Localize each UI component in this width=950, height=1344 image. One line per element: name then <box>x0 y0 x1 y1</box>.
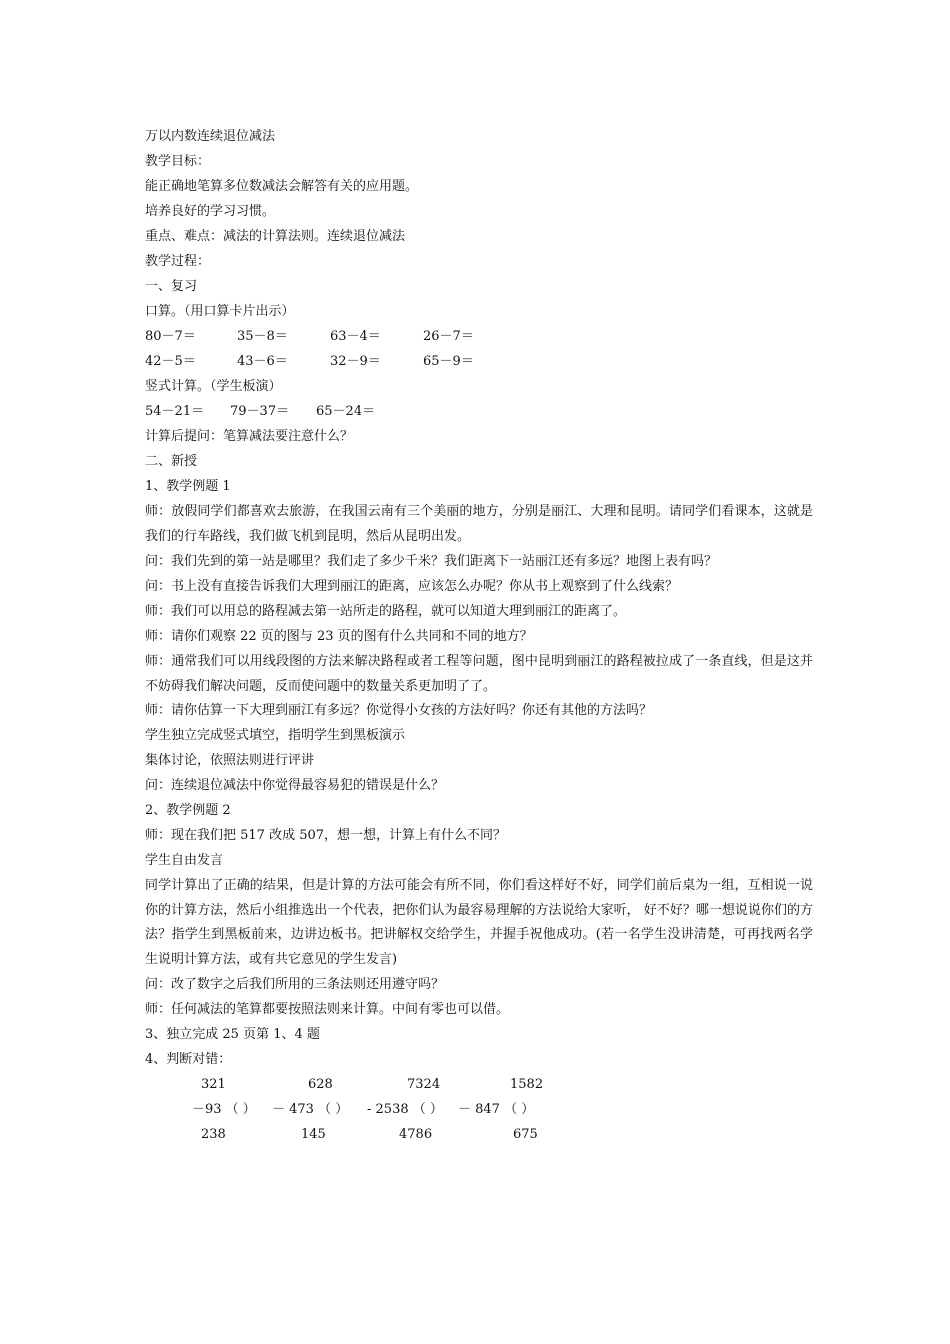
text-line: 师：现在我们把 517 改成 507，想一想，计算上有什么不同？ <box>145 828 507 843</box>
judge-result: 238 <box>201 1127 226 1142</box>
subsection-heading: 1、教学例题 1 <box>145 479 231 494</box>
judge-result: 145 <box>301 1127 326 1142</box>
subsection-heading: 3、独立完成 25 页第 1、4 题 <box>145 1027 320 1042</box>
text-line: 教学目标： <box>145 154 211 169</box>
text-line: 学生自由发言 <box>145 853 224 868</box>
oral-problem: 63－4＝ <box>330 329 381 344</box>
judge-subtrahend: － 473 （ ） <box>272 1102 349 1117</box>
subsection-heading: 2、教学例题 2 <box>145 803 231 818</box>
oral-problem: 42－5＝ <box>145 354 196 369</box>
judge-subtrahend: －93 （ ） <box>192 1102 256 1117</box>
text-line: 问：连续退位减法中你觉得最容易犯的错误是什么？ <box>145 778 445 793</box>
judge-minuend: 321 <box>201 1077 226 1092</box>
judge-result: 675 <box>513 1127 538 1142</box>
text-line: 问：我们先到的第一站是哪里？我们走了多少千米？我们距离下一站丽江还有多远？地图上表有吗？ <box>145 554 718 569</box>
judge-subtrahend: - 2538 （ ） <box>367 1102 443 1117</box>
text-line: 问：改了数字之后我们所用的三条法则还用遵守吗？ <box>145 977 445 992</box>
text-line: 师：任何减法的笔算都要按照法则来计算。中间有零也可以借。 <box>145 1002 510 1017</box>
text-line: 竖式计算。（学生板演） <box>145 379 282 394</box>
oral-problem: 26－7＝ <box>423 329 474 344</box>
oral-problem: 65－9＝ <box>423 354 474 369</box>
text-line: 集体讨论，依照法则进行评讲 <box>145 753 315 768</box>
text-line: 口算。（用口算卡片出示） <box>145 304 295 319</box>
vertical-problem: 54－21＝ <box>145 404 205 419</box>
text-line: 能正确地笔算多位数减法会解答有关的应用题。 <box>145 179 419 194</box>
oral-problem: 80－7＝ <box>145 329 196 344</box>
vertical-problem: 65－24＝ <box>316 404 376 419</box>
paragraph: 同学计算出了正确的结果，但是计算的方法可能会有所不同，你们看这样好不好，同学们前后桌为一组，互相说一说你的计算方法，然后小组推选出一个代表，把你们认为最容易理解的方法说给大家听， 好不好？哪一想说说你们的方法？指学生到黑板前来，边讲边板书。把讲解权交给学生，并握手祝他成功。(若一名学生没讲清楚，可再找两名学生说明计算方法，或有共它意见的学生发言) <box>145 878 813 967</box>
judge-minuend: 628 <box>308 1077 333 1092</box>
text-line: 学生独立完成竖式填空，指明学生到黑板演示 <box>145 728 406 743</box>
section-heading: 一、复习 <box>145 279 198 294</box>
doc-title: 万以内数连续退位减法 <box>145 129 276 144</box>
paragraph: 师：放假同学们都喜欢去旅游，在我国云南有三个美丽的地方，分别是丽江、大理和昆明。请同学们看课本，这就是我们的行车路线，我们做飞机到昆明，然后从昆明出发。 <box>145 504 813 544</box>
text-line: 培养良好的学习习惯。 <box>145 204 276 219</box>
judge-minuend: 1582 <box>510 1077 544 1092</box>
section-heading: 二、新授 <box>145 454 198 469</box>
judge-result: 4786 <box>399 1127 433 1142</box>
oral-problem: 43－6＝ <box>237 354 288 369</box>
subsection-heading: 4、判断对错： <box>145 1052 232 1067</box>
vertical-problem: 79－37＝ <box>230 404 290 419</box>
text-line: 教学过程： <box>145 254 211 269</box>
text-line: 问：书上没有直接告诉我们大理到丽江的距离，应该怎么办呢？你从书上观察到了什么线索？ <box>145 579 679 594</box>
text-line: 重点、难点：减法的计算法则。连续退位减法 <box>145 229 406 244</box>
text-line: 师：请你估算一下大理到丽江有多远？你觉得小女孩的方法好吗？你还有其他的方法吗？ <box>145 703 653 718</box>
text-line: 师：请你们观察 22 页的图与 23 页的图有什么共同和不同的地方？ <box>145 629 533 644</box>
text-line: 师：我们可以用总的路程减去第一站所走的路程，就可以知道大理到丽江的距离了。 <box>145 604 627 619</box>
oral-problem: 32－9＝ <box>330 354 381 369</box>
judge-minuend: 7324 <box>407 1077 441 1092</box>
paragraph: 师：通常我们可以用线段图的方法来解决路程或者工程等问题，图中昆明到丽江的路程被拉成了一条直线，但是这并不妨碍我们解决问题，反而使问题中的数量关系更加明了了。 <box>145 654 813 694</box>
judge-subtrahend: － 847 （ ） <box>458 1102 535 1117</box>
text-line: 计算后提问：笔算减法要注意什么？ <box>145 429 354 444</box>
oral-problem: 35－8＝ <box>237 329 288 344</box>
